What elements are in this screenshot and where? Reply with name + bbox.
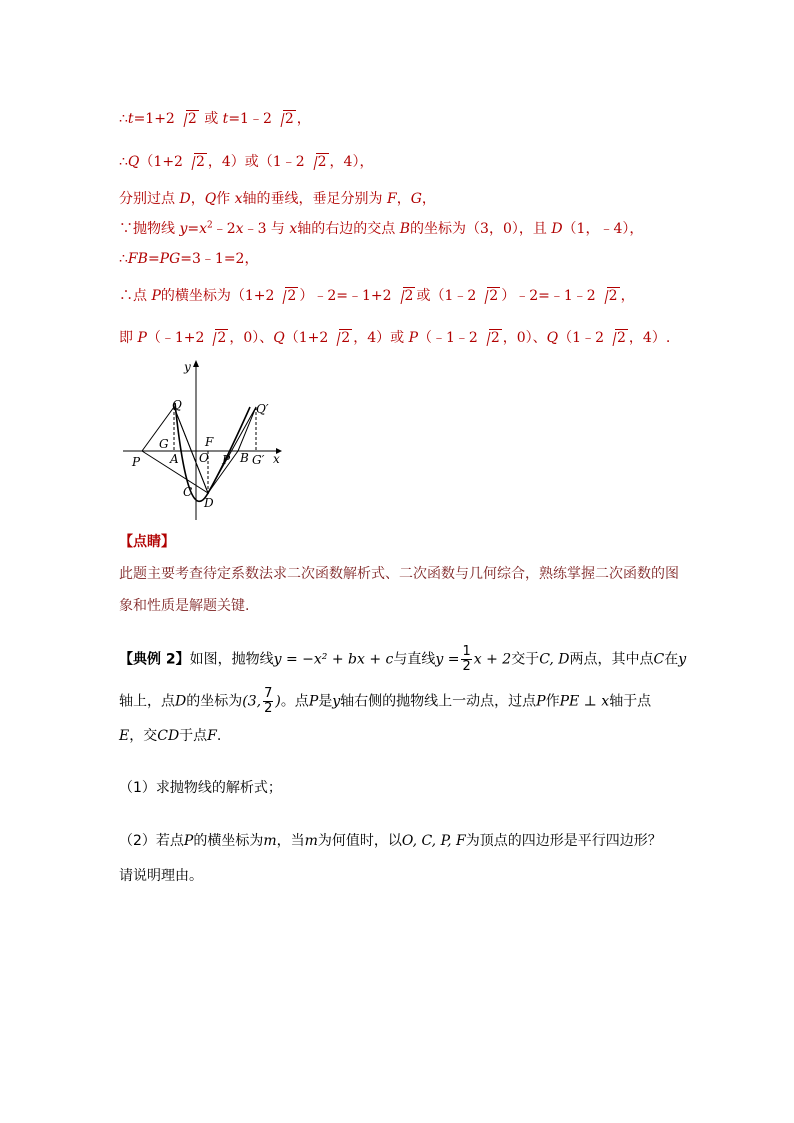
var-y: y bbox=[179, 221, 188, 237]
segment-PG: PG bbox=[159, 251, 181, 267]
radicand: 2 bbox=[217, 330, 227, 346]
var-t: t bbox=[127, 111, 134, 127]
point-D: D bbox=[179, 191, 191, 207]
expr: ，0）、 bbox=[502, 330, 547, 346]
label-Q: Q bbox=[172, 398, 182, 412]
denominator: 2 bbox=[264, 701, 273, 716]
expr: ，4）或 bbox=[353, 330, 409, 346]
text: ∵抛物线 bbox=[119, 221, 180, 237]
expr: =1﹣2 bbox=[228, 111, 272, 127]
text: 分别过点 bbox=[119, 191, 180, 207]
radicand: 2 bbox=[489, 288, 499, 304]
label-B: B bbox=[240, 451, 249, 465]
math-expr: m bbox=[263, 833, 277, 849]
text: 。点 bbox=[280, 693, 309, 710]
sqrt bbox=[176, 111, 199, 127]
radicand: 2 bbox=[287, 288, 297, 304]
sqrt bbox=[306, 154, 329, 170]
radicand: 2 bbox=[341, 330, 351, 346]
radicand: 2 bbox=[608, 288, 618, 304]
math-expr: m bbox=[304, 833, 318, 849]
text: 的横坐标为 bbox=[193, 833, 264, 849]
math-expr: y = bbox=[435, 651, 460, 668]
sqrt bbox=[393, 288, 416, 304]
text: （2）若点 bbox=[119, 833, 184, 849]
therefore-symbol: ∴ bbox=[119, 154, 128, 170]
var-t: t bbox=[222, 111, 229, 127]
var-x: x bbox=[199, 221, 208, 237]
segment-FB: FB bbox=[127, 251, 148, 267]
punct: . bbox=[216, 728, 222, 744]
radicand: 2 bbox=[404, 288, 414, 304]
question-1: （1）求抛物线的解析式； bbox=[119, 780, 282, 796]
numerator: 1 bbox=[462, 644, 471, 659]
sqrt bbox=[273, 111, 296, 127]
text: 的坐标为（3，0），且 bbox=[410, 221, 552, 237]
math-expr: P bbox=[308, 693, 319, 710]
expr: ﹣3 与 bbox=[243, 221, 290, 237]
fraction bbox=[263, 687, 273, 716]
punct: = bbox=[187, 221, 200, 237]
expr: （1+2 bbox=[139, 154, 183, 170]
text: 两点，其中点 bbox=[569, 651, 654, 668]
text: 的坐标为 bbox=[186, 693, 243, 710]
expr: （1+2 bbox=[284, 330, 329, 346]
math-expr: CD bbox=[157, 728, 180, 744]
solution-line-4 bbox=[119, 218, 643, 238]
label-Qprime: Q′ bbox=[256, 402, 269, 416]
math-expr: C bbox=[653, 651, 665, 668]
expr: ，4）. bbox=[628, 330, 671, 346]
math-expr: y bbox=[332, 693, 341, 710]
punct: ， bbox=[296, 111, 311, 127]
text: 在 bbox=[664, 651, 679, 668]
punct: = bbox=[147, 251, 160, 267]
question-2 bbox=[119, 830, 662, 850]
sqrt bbox=[605, 330, 628, 346]
punct: ， bbox=[620, 288, 635, 304]
solution-line-6 bbox=[119, 285, 635, 305]
label-y: y bbox=[184, 360, 191, 374]
solution-line-2 bbox=[119, 151, 373, 171]
math-expr: PE ⊥ x bbox=[559, 693, 610, 710]
label-A: A bbox=[170, 452, 179, 466]
expr: （﹣1﹣2 bbox=[418, 330, 478, 346]
solution-line-3 bbox=[119, 188, 436, 208]
text: 轴上，点 bbox=[119, 693, 175, 710]
radicand: 2 bbox=[284, 111, 294, 127]
example-line-1 bbox=[119, 645, 686, 674]
solution-line-1 bbox=[119, 108, 311, 128]
radicand: 2 bbox=[317, 154, 327, 170]
parallelogram-right bbox=[208, 407, 256, 493]
dianjing-line-2: 象和性质是解题关键. bbox=[119, 598, 250, 614]
math-expr: x + 2 bbox=[473, 651, 512, 668]
example-line-3 bbox=[119, 725, 221, 745]
expr: ，4）或（1﹣2 bbox=[207, 154, 305, 170]
solution-line-7 bbox=[119, 327, 670, 347]
point-P: P bbox=[137, 330, 147, 346]
expr: ，4）， bbox=[329, 154, 374, 170]
point-Q: Q bbox=[546, 330, 559, 346]
expr: ，0）、 bbox=[229, 330, 274, 346]
example-line-2 bbox=[119, 687, 651, 716]
radicand: 2 bbox=[616, 330, 626, 346]
math-expr: C, D bbox=[539, 651, 570, 668]
label-Gprime: G′ bbox=[252, 453, 265, 467]
radicand: 2 bbox=[490, 330, 500, 346]
therefore-symbol: ∴ bbox=[119, 111, 128, 127]
math-expr: P bbox=[536, 693, 546, 710]
math-expr: D bbox=[175, 693, 187, 710]
math-expr: F bbox=[207, 728, 217, 744]
punct: ， bbox=[396, 191, 411, 207]
point-G: G bbox=[410, 191, 422, 207]
text: 的横坐标为（1+2 bbox=[160, 288, 275, 304]
text: 如图，抛物线 bbox=[189, 651, 274, 668]
expr: （﹣1+2 bbox=[146, 330, 205, 346]
text: 即 bbox=[119, 330, 138, 346]
segment-QD bbox=[174, 407, 208, 493]
expr: =1+2 bbox=[133, 111, 175, 127]
point-F: F bbox=[386, 191, 397, 207]
point-Q: Q bbox=[204, 191, 217, 207]
expr: 或（1﹣2 bbox=[416, 288, 477, 304]
text: 是 bbox=[318, 693, 333, 710]
math-expr: ) bbox=[275, 693, 281, 710]
expr: ）﹣2=﹣1﹣2 bbox=[501, 288, 596, 304]
numerator: 7 bbox=[264, 686, 273, 701]
example-tag: 【典例 2】 bbox=[119, 651, 190, 668]
var-x: x bbox=[289, 221, 298, 237]
sqrt bbox=[479, 330, 502, 346]
label-O: O bbox=[199, 451, 209, 465]
math-expr: O, C, P, F bbox=[401, 833, 466, 849]
label-D: D bbox=[204, 496, 214, 510]
point-P: P bbox=[408, 330, 418, 346]
point-B: B bbox=[399, 221, 411, 237]
text: 与直线 bbox=[393, 651, 436, 668]
sqrt bbox=[597, 288, 620, 304]
radicand: 2 bbox=[195, 154, 205, 170]
denominator: 2 bbox=[462, 659, 471, 674]
label-C: C bbox=[183, 485, 193, 499]
expr: （1﹣2 bbox=[558, 330, 604, 346]
label-P-left: P bbox=[132, 455, 141, 469]
point-D: D bbox=[551, 221, 563, 237]
text: （1，﹣4）， bbox=[562, 221, 644, 237]
y-axis-arrow bbox=[193, 360, 199, 367]
geometry-figure bbox=[118, 355, 288, 523]
sqrt bbox=[205, 330, 228, 346]
solution-line-5 bbox=[119, 248, 258, 268]
text: ∴点 bbox=[119, 288, 152, 304]
radicand: 2 bbox=[187, 111, 197, 127]
label-x: x bbox=[273, 452, 280, 466]
text: 于点 bbox=[179, 728, 208, 744]
text: 交于 bbox=[511, 651, 540, 668]
var-x: x bbox=[234, 191, 243, 207]
label-F: F bbox=[205, 435, 214, 449]
text: 轴于点 bbox=[609, 693, 652, 710]
expr: ）﹣2=﹣1+2 bbox=[299, 288, 392, 304]
sqrt bbox=[477, 288, 500, 304]
punct: ， bbox=[421, 191, 436, 207]
math-expr: P bbox=[183, 833, 194, 849]
point-P: P bbox=[151, 288, 161, 304]
parallelogram-left bbox=[142, 407, 208, 493]
math-expr: y bbox=[678, 651, 687, 668]
expr: ﹣2 bbox=[212, 221, 236, 237]
therefore-symbol: ∴ bbox=[119, 251, 128, 267]
math-expr: y = −x² + bx + c bbox=[273, 651, 394, 668]
text: 为何值时，以 bbox=[317, 833, 402, 849]
text: ，交 bbox=[129, 728, 158, 744]
text: 作 bbox=[545, 693, 560, 710]
label-P-right: P bbox=[222, 453, 231, 467]
exponent: 2 bbox=[207, 220, 213, 231]
fraction bbox=[461, 645, 471, 674]
text: 为顶点的四边形是平行四边形？ bbox=[465, 833, 662, 849]
sqrt bbox=[329, 330, 352, 346]
text: ，当 bbox=[276, 833, 305, 849]
text: 作 bbox=[216, 191, 235, 207]
var-x: x bbox=[235, 221, 244, 237]
question-2-continued: 请说明理由。 bbox=[119, 868, 203, 884]
expr: =3﹣1=2， bbox=[180, 251, 259, 267]
dianjing-line-1: 此题主要考查待定系数法求二次函数解析式、二次函数与几何综合，熟练掌握二次函数的图 bbox=[119, 566, 679, 582]
sqrt bbox=[275, 288, 298, 304]
math-expr: E bbox=[119, 728, 130, 744]
text: 轴的右边的交点 bbox=[297, 221, 400, 237]
math-expr: (3, bbox=[242, 693, 262, 710]
text: 轴的垂线，垂足分别为 bbox=[242, 191, 387, 207]
or-text: 或 bbox=[204, 111, 219, 127]
label-G: G bbox=[159, 437, 169, 451]
sqrt bbox=[184, 154, 207, 170]
dianjing-title: 【点睛】 bbox=[119, 534, 175, 550]
point-Q: Q bbox=[273, 330, 285, 346]
text: 轴右侧的抛物线上一动点，过点 bbox=[340, 693, 537, 710]
punct: ， bbox=[190, 191, 205, 207]
point-Q: Q bbox=[127, 154, 140, 170]
